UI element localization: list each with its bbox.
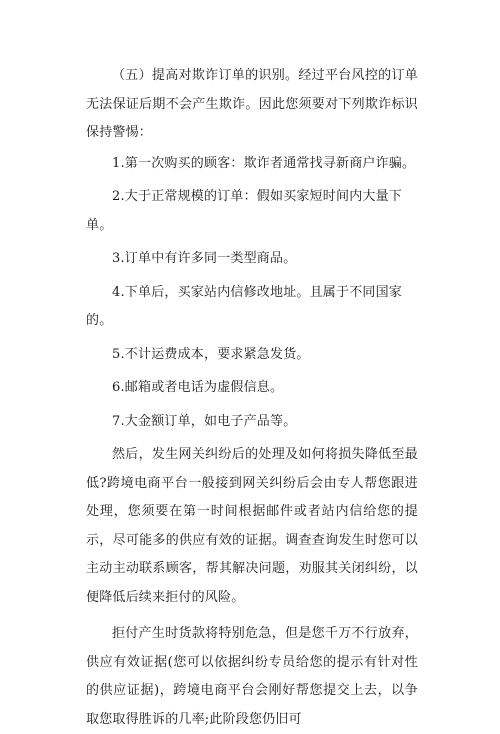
document-body: [86, 62, 418, 734]
dispute-handling-paragraph: 然后，发生网关纠纷后的处理及如何将损失降低至最低?跨境电商平台一般接到网关纠纷后会由专人帮您跟进处理，您须要在第一时间根据邮件或者站内信给您的提示，尽可能多的供应有效的证据。调查查询发生时您可以主动主动联系顾客，帮其解决问题，劝服其关闭纠纷，以便降低后续来拒付的风险。: [86, 447, 418, 605]
list-item-3: 3.订单中有许多同一类型商品。: [112, 251, 297, 266]
list-item-7: 7.大金额订单，如电子产品等。: [112, 413, 297, 429]
spacer: [86, 612, 418, 620]
list-item-6: 6.邮箱或者电话为虚假信息。: [112, 380, 284, 395]
list-item-1: 1.第一次购买的顾客：欺诈者通常找寻新商户诈骗。: [112, 155, 416, 171]
list-item-5: 5.不计运费成本，要求紧急发货。: [112, 346, 310, 362]
list-item-4: 4.下单后，买家站内信修改地址。且属于不同国家的。: [86, 284, 403, 328]
chargeback-paragraph: 拒付产生时货款将特别危急，但是您千万不行放弃，供应有效证据(您可以依据纠纷专员给您的提示有针对性的供应证据)，跨境电商平台会刚好帮您提交上去，以争取您取得胜诉的几率;此阶段您仍旧可: [86, 626, 418, 727]
intro-paragraph: （五）提高对欺诈订单的识别。经过平台风控的订单无法保证后期不会产生欺诈。因此您须要对下列欺诈标识保持警惕：: [86, 68, 418, 140]
list-item-2: 2.大于正常规模的订单：假如买家短时间内大量下单。: [86, 189, 403, 233]
